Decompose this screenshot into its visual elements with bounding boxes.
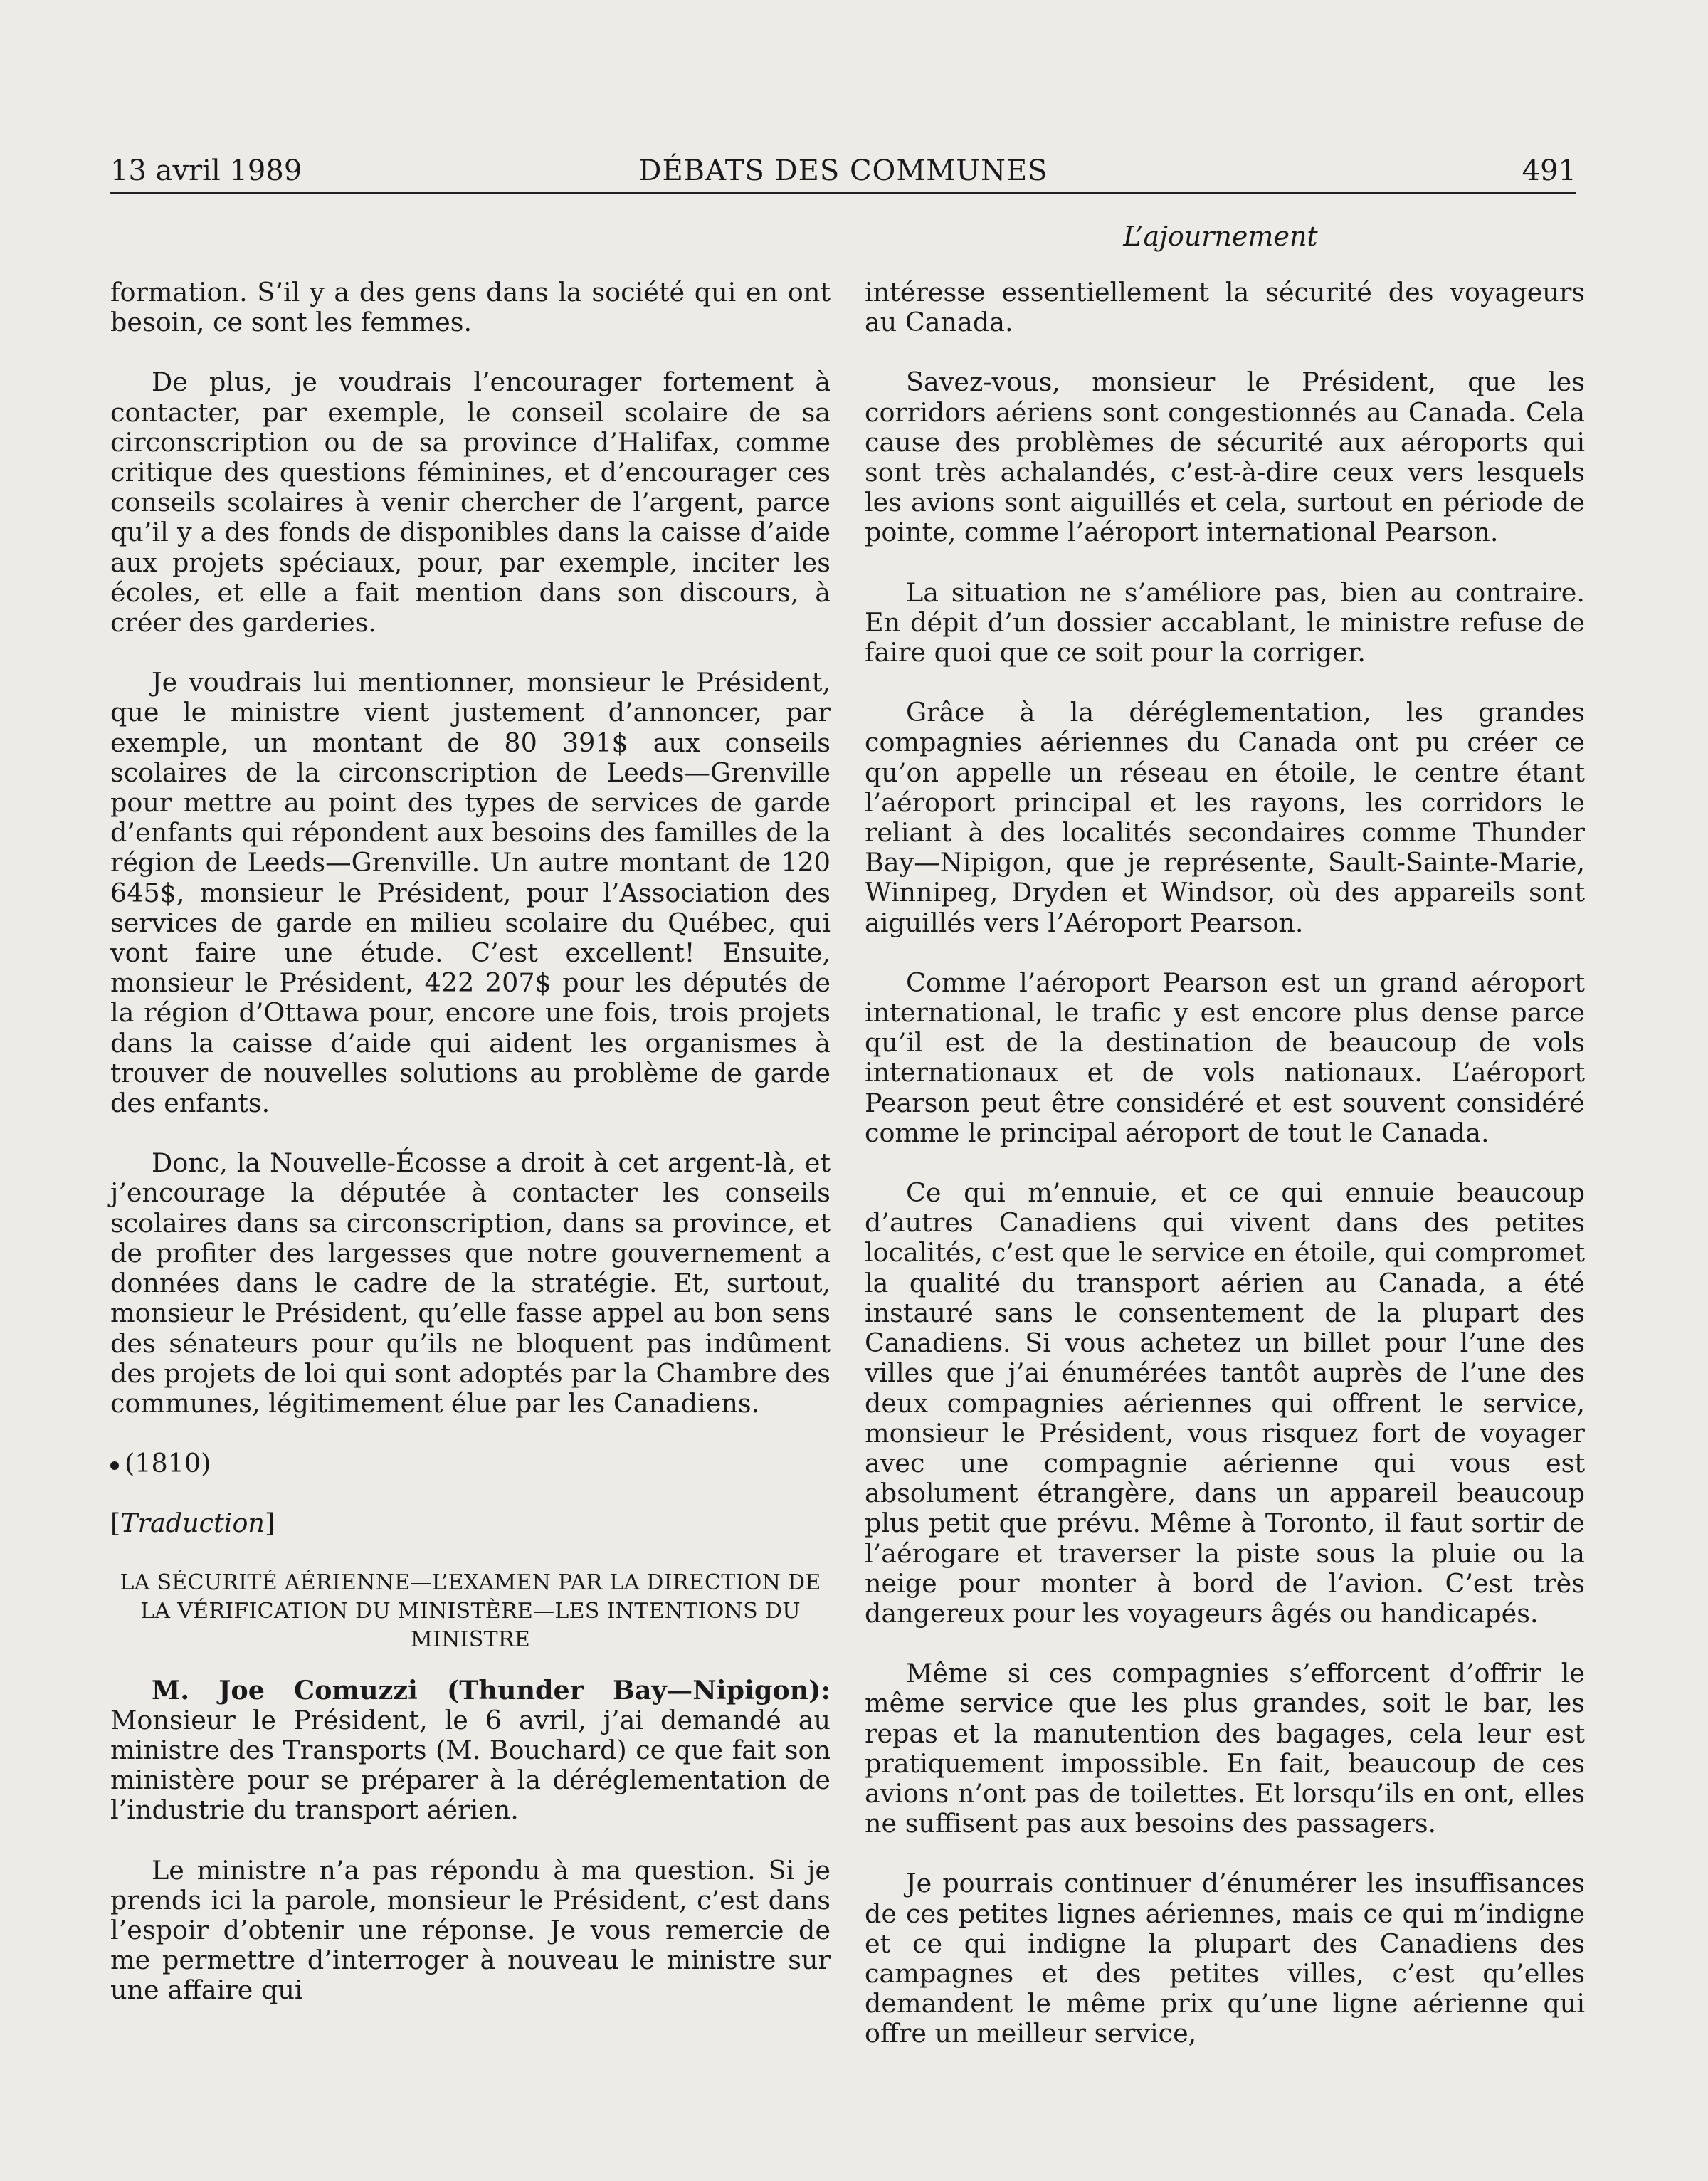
speech-text: Monsieur le Président, le 6 avril, j’ai demandé au ministre des Transports (M. Bouchard) ce que fait son ministère pour se préparer à la déréglementation de l’industrie du transport aérien. [110, 1704, 831, 1826]
header-date: 13 avril 1989 [110, 154, 302, 187]
paragraph [110, 1676, 831, 1826]
time-marker-text: (1810) [125, 1448, 211, 1479]
page-header [110, 149, 1576, 194]
paragraph: Je voudrais lui mentionner, monsieur le Président, que le ministre vient justement d’annoncer, par exemple, un montant de 80 391$ aux conseils scolaires de la circonscription de Leeds—Grenville pour mettre au point des types de services de garde d’enfants qui répondent aux besoins des familles de la région de Leeds—Grenville. Un autre montant de 120 645$, monsieur le Président, pour l’Association des services de garde en milieu scolaire du Québec, qui vont faire une étude. C’est excellent! Ensuite, monsieur le Président, 422 207$ pour les députés de la région d’Ottawa pour, encore une fois, trois projets dans la caisse d’aide qui aident les organismes à trouver de nouvelles solutions au problème de garde des enfants. [110, 667, 831, 1119]
paragraph: Donc, la Nouvelle-Écosse a droit à cet argent-là, et j’encourage la députée à contacter les conseils scolaires dans sa circonscription, dans sa province, et de profiter des largesses que notre gouvernement a données dans le cadre de la stratégie. Et, surtout, monsieur le Président, qu’elle fasse appel au bon sens des sénateurs pour qu’ils ne bloquent pas indûment des projets de loi qui sont adoptés par la Chambre des communes, légitimement élue par les Canadiens. [110, 1147, 831, 1419]
paragraph: Comme l’aéroport Pearson est un grand aéroport international, le trafic y est encore plus dense parce qu’il est de la destination de beaucoup de vols internationaux et de vols nationaux. L’aéroport Pearson peut être considéré et est souvent considéré comme le principal aéroport de tout le Canada. [865, 967, 1585, 1148]
bullet-icon [110, 1461, 119, 1470]
paragraph: Je pourrais continuer d’énumérer les insuffisances de ces petites lignes aériennes, mais ce qui m’indigne et ce qui indigne la plupart des Canadiens des campagnes et des petites villes, c’est qu’elles demandent le même prix qu’une ligne aérienne qui offre un meilleur service, [865, 1868, 1585, 2049]
running-head: L’ajournement [1123, 221, 1318, 252]
left-column [110, 278, 831, 2036]
paragraph: Même si ces compagnies s’efforcent d’offrir le même service que les plus grandes, soit le bar, les repas et la manutention des bagages, cela leur est pratiquement impossible. En fait, beaucoup de ces avions n’ont pas de toilettes. Et lorsqu’ils en ont, elles ne suffisent pas aux besoins des passagers. [865, 1658, 1585, 1839]
paragraph: formation. S’il y a des gens dans la société qui en ont besoin, ce sont les femmes. [110, 277, 831, 338]
paragraph: Savez-vous, monsieur le Président, que les corridors aériens sont congestionnés au Canada. Cela cause des problèmes de sécurité aux aéroports qui sont très achalandés, c’est-à-dire ceux vers lesquels les avions sont aiguillés et cela, surtout en période de pointe, comme l’aéroport international Pearson. [865, 367, 1585, 548]
paragraph: De plus, je voudrais l’encourager fortement à contacter, par exemple, le conseil scolaire de sa circonscription ou de sa province d’Halifax, comme critique des questions féminines, et d’encourager ces conseils scolaires à venir chercher de l’argent, parce qu’il y a des fonds de disponibles dans la caisse d’aide aux projets spéciaux, pour, par exemple, inciter les écoles, et elle a fait mention dans son discours, à créer des garderies. [110, 367, 831, 638]
paragraph: intéresse essentiellement la sécurité des voyageurs au Canada. [865, 277, 1585, 338]
paragraph: Grâce à la déréglementation, les grandes compagnies aériennes du Canada ont pu créer ce qu’on appelle un réseau en étoile, le centre étant l’aéroport principal et les rayons, les corridors le reliant à des localités secondaires comme Thunder Bay—Nipigon, que je représente, Sault-Sainte-Marie, Winnipeg, Dryden et Windsor, où des appareils sont aiguillés vers l’Aéroport Pearson. [865, 697, 1585, 938]
page-number: 491 [1522, 154, 1576, 187]
paragraph: Ce qui m’ennuie, et ce qui ennuie beaucoup d’autres Canadiens qui vivent dans des petites localités, c’est que le service en étoile, qui compromet la qualité du transport aérien au Canada, a été instauré sans le consentement de la plupart des Canadiens. Si vous achetez un billet pour l’une des villes que j’ai énumérées tantôt auprès de l’une des deux compagnies aériennes qui offrent le service, monsieur le Président, vous risquez fort de voyager avec une compagnie aérienne qui vous est absolument étrangère, dans un appareil beaucoup plus petit que prévu. Même à Toronto, il faut sortir de l’aérogare et traverser la piste sous la pluie ou la neige pour monter à bord de l’avion. C’est très dangereux pour les voyageurs âgés ou handicapés. [865, 1177, 1585, 1629]
section-heading: LA SÉCURITÉ AÉRIENNE—L’EXAMEN PAR LA DIRECTION DE LA VÉRIFICATION DU MINISTÈRE—LES INTENTIONS DU MINISTRE [120, 1570, 821, 1652]
header-title: DÉBATS DES COMMUNES [638, 154, 1048, 187]
speaker-name: M. Joe Comuzzi (Thunder Bay—Nipigon): [152, 1674, 831, 1706]
time-marker [110, 1449, 831, 1478]
right-column [865, 278, 1585, 2079]
translation-note: [Traduction] [110, 1508, 275, 1539]
translation-label: Traduction [120, 1508, 265, 1539]
paragraph: La situation ne s’améliore pas, bien au contraire. En dépit d’un dossier accablant, le ministre refuse de faire quoi que ce soit pour la corriger. [865, 577, 1585, 668]
paragraph: Le ministre n’a pas répondu à ma question. Si je prends ici la parole, monsieur le Président, c’est dans l’espoir d’obtenir une réponse. Je vous remercie de me permettre d’interroger à nouveau le ministre sur une affaire qui [110, 1854, 831, 2006]
